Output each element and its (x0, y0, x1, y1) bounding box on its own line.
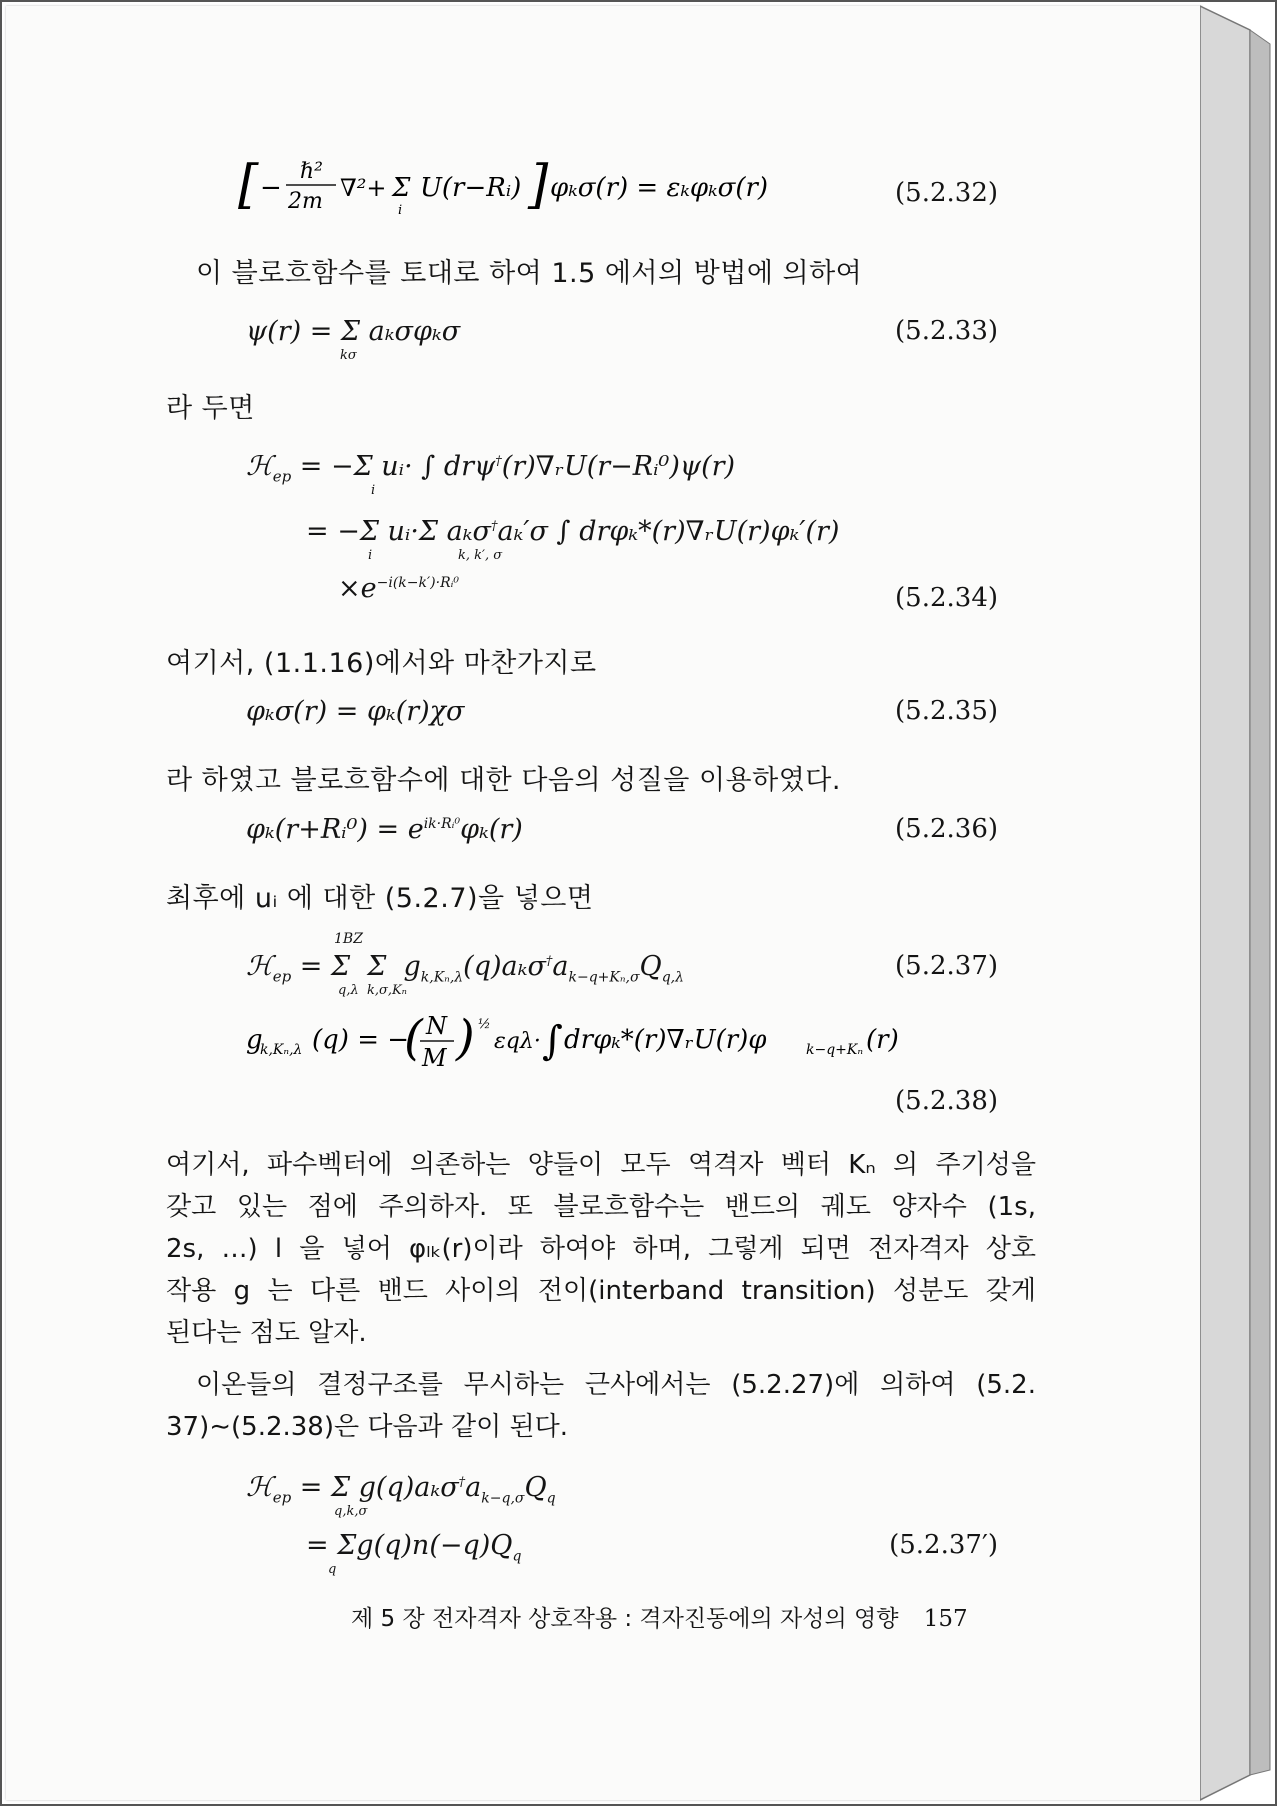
equation-5-2-37-text: ℋ$_{ep}$ = Σ Σ $g_{k,K_n,\lambda}(q)a_k\sigma^\dagger a_{k-q+K_n,\sigma}Q_{q,\lambda}$ (246, 951, 684, 986)
text-line: 최후에 uᵢ 에 대한 (5.2.7)을 넣으면 (166, 883, 594, 914)
equation-5-2-35-text: φₖσ(r) = φₖ(r)χσ (246, 696, 465, 727)
equation-5-2-36-text: φₖ(r+Rᵢ⁰) = $e^{ik\cdot Rᵢ^0}\varphi_k(r)$ (246, 814, 523, 845)
svg-text:εqλ·: εqλ· (494, 1029, 541, 1054)
equation-5-2-34-line1-sub: i (371, 483, 376, 498)
paragraph-1 (166, 1144, 1036, 1354)
paragraph-line: 이온들의 결정구조를 무시하는 근사에서는 (5.2.27)에 의하여 (5.2. (196, 1370, 1036, 1400)
svg-text:φₖσ(r) = εₖφₖσ(r): φₖσ(r) = εₖφₖσ(r) (550, 173, 769, 203)
equation-number: (5.2.37′) (889, 1530, 998, 1560)
equation-5-2-34-line1: ℋ$_{ep}$ = −Σ uᵢ· ∫ drψ†(r)∇ᵣU(r−Rᵢ⁰)ψ(r) (246, 451, 736, 486)
svg-text:]: ] (528, 156, 549, 215)
paragraph-line: 여기서, 파수벡터에 의존하는 양들이 모두 역격자 벡터 Kₙ 의 주기성을 (166, 1150, 1036, 1180)
equation-number: (5.2.32) (895, 178, 998, 208)
equation-5-2-34 (246, 451, 998, 611)
paragraph-line: 작용 g 는 다른 밴드 사이의 전이(interband transition) 성분도 갖게 (166, 1276, 1036, 1306)
paragraph-line: 2s, …) l 을 넣어 φₗₖ(r)이라 하여야 하며, 그렇게 되면 전자격자 상호 (166, 1234, 1036, 1264)
svg-text:U(r−Rᵢ): U(r−Rᵢ) (420, 173, 522, 203)
text-line: 라 하였고 블로흐함수에 대한 다음의 성질을 이용하였다. (166, 765, 841, 796)
chapter-title: 제 5 장 전자격자 상호작용 : 격자진동에의 자성의 영향 (351, 1606, 899, 1632)
equation-5-2-37-prime (246, 1472, 998, 1592)
equation-number: (5.2.35) (895, 696, 998, 726)
equation-5-2-34-line2: = −Σ uᵢ·Σ aₖσ†aₖ′σ ∫ drφₖ*(r)∇ᵣU(r)φₖ′(r) (306, 516, 840, 547)
paragraph-2 (166, 1364, 1036, 1448)
equation-number: (5.2.37) (895, 951, 998, 981)
svg-text:Σ: Σ (392, 173, 411, 203)
equation-number: (5.2.36) (895, 814, 998, 844)
paragraph-line: 37)∼(5.2.38)은 다음과 같이 된다. (166, 1412, 568, 1442)
svg-text:ℏ²: ℏ² (300, 159, 323, 184)
svg-text:∫: ∫ (542, 1018, 563, 1064)
book-spine-edge (1200, 0, 1277, 1806)
svg-text:(: ( (404, 1010, 423, 1066)
equation-5-2-33-text: ψ(r) = Σ aₖσφₖσ (246, 316, 461, 347)
equation-5-2-37p-line1: ℋ$_{ep}$ = Σ $g(q)a_k\sigma^\dagger a_{k-q,\sigma}Q_q$ (246, 1472, 556, 1507)
svg-text:): ) (456, 1010, 475, 1066)
svg-text:N: N (426, 1012, 447, 1040)
equation-5-2-37p-line1-sub: q,k,σ (334, 1504, 368, 1519)
equation-5-2-38 (246, 1006, 998, 1126)
equation-5-2-37p-line2: = $\Sigma g(q)n(-q)Q_q$ (306, 1530, 522, 1565)
page-number: 157 (923, 1606, 968, 1632)
text-line: 라 두면 (166, 393, 255, 424)
equation-number: (5.2.33) (895, 316, 998, 346)
equation-5-2-33-sub: kσ (340, 348, 357, 363)
equation-5-2-36 (246, 814, 998, 854)
equation-5-2-32-render (238, 156, 798, 216)
svg-text:∇²+: ∇²+ (340, 174, 387, 202)
svg-text:[: [ (238, 156, 259, 215)
svg-text:drφₖ*(r)∇ᵣU(r)φ: drφₖ*(r)∇ᵣU(r)φ (564, 1025, 767, 1055)
text-line: 이 블로흐함수를 토대로 하여 1.5 에서의 방법에 의하여 (196, 258, 863, 289)
text-line: 여기서, (1.1.16)에서와 마찬가지로 (166, 648, 597, 679)
equation-5-2-37-sub: q,λ k,σ,Kₙ (338, 983, 407, 998)
svg-text:(q) = −: (q) = − (312, 1025, 410, 1055)
svg-text:g: g (246, 1025, 263, 1055)
svg-text:M: M (422, 1044, 447, 1072)
equation-5-2-35 (246, 696, 998, 736)
running-footer (351, 1600, 968, 1633)
book-page (6, 6, 1202, 1800)
paragraph-line: 된다는 점도 알자. (166, 1318, 367, 1348)
equation-5-2-34-line3: $\times e^{-i(k-k')\cdot Rᵢ^0}$ (338, 573, 460, 604)
equation-5-2-33 (246, 306, 998, 363)
svg-text:2m: 2m (288, 189, 323, 214)
equation-5-2-37p-line2-sub: q (328, 1562, 337, 1577)
equation-5-2-34-line2-sub: i (368, 548, 373, 563)
equation-number: (5.2.38) (895, 1086, 998, 1116)
svg-text:½: ½ (478, 1017, 491, 1032)
svg-text:−: − (260, 173, 282, 203)
equation-number: (5.2.34) (895, 583, 998, 613)
svg-text:i: i (398, 203, 403, 216)
svg-text:(r): (r) (866, 1025, 899, 1055)
equation-5-2-37 (246, 931, 998, 1001)
equation-5-2-38-render (246, 1006, 966, 1076)
equation-5-2-37-sup: 1BZ (334, 931, 363, 947)
equation-5-2-32 (238, 156, 998, 216)
paragraph-line: 갖고 있는 점에 주의하자. 또 블로흐함수는 밴드의 궤도 양자수 (1s, (166, 1192, 1036, 1222)
equation-5-2-34-line2-sub2: k, k′, σ (458, 548, 503, 563)
svg-text:k,Kₙ,λ: k,Kₙ,λ (260, 1042, 303, 1058)
svg-text:k−q+Kₙ: k−q+Kₙ (806, 1042, 864, 1058)
